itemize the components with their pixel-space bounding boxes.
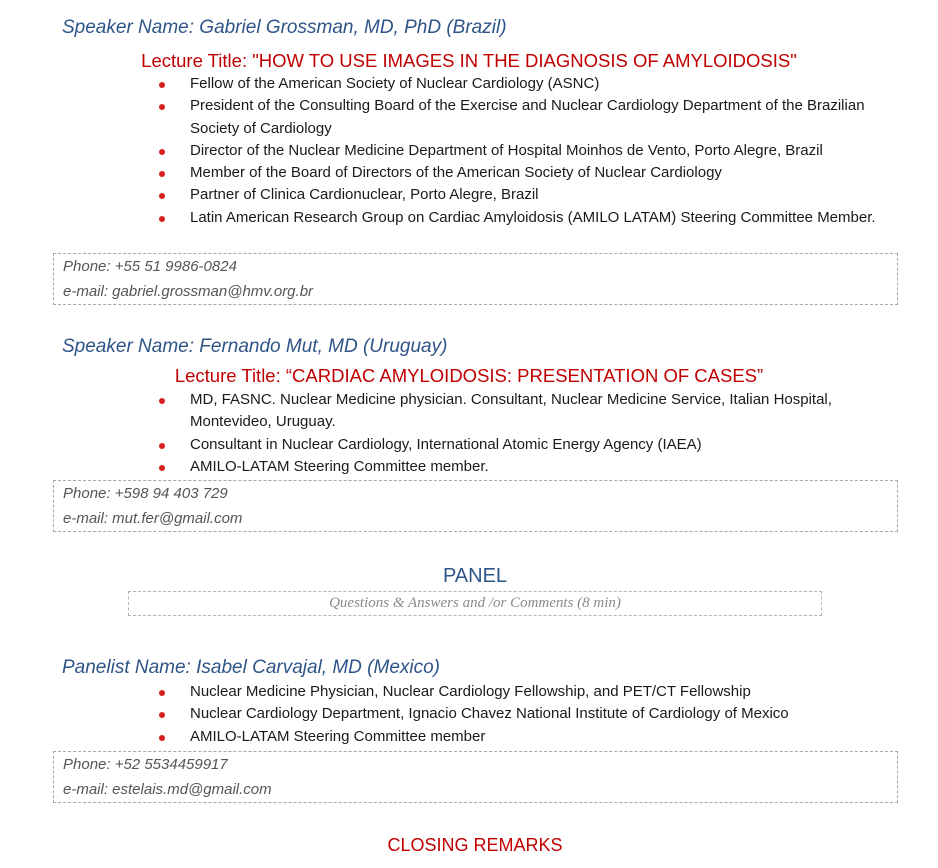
bullet-icon (159, 398, 165, 404)
list-item: AMILO-LATAM Steering Committee member (190, 726, 890, 748)
contact-box (53, 751, 898, 803)
email-text: e-mail: mut.fer@gmail.com (63, 510, 243, 527)
list-item: AMILO-LATAM Steering Committee member. (190, 456, 890, 478)
list-item: Fellow of the American Society of Nuclear Cardiology (ASNC) (190, 73, 890, 95)
bullet-icon (159, 735, 165, 741)
bullet-icon (159, 443, 165, 449)
bullet-icon (159, 465, 165, 471)
speaker-name: Speaker Name: Gabriel Grossman, MD, PhD (Brazil) (62, 17, 507, 38)
bullet-icon (159, 216, 165, 222)
email-text: e-mail: estelais.md@gmail.com (63, 781, 272, 798)
bullet-icon (159, 690, 165, 696)
phone-text: Phone: +598 94 403 729 (63, 485, 228, 502)
list-item: Consultant in Nuclear Cardiology, International Atomic Energy Agency (IAEA) (190, 434, 890, 456)
list-item: President of the Consulting Board of the Exercise and Nuclear Cardiology Department of the Brazilian Society of Cardiology (190, 95, 890, 140)
phone-text: Phone: +52 5534459917 (63, 756, 228, 773)
bullet-icon (159, 712, 165, 718)
bullet-icon (159, 149, 165, 155)
list-item: Member of the Board of Directors of the American Society of Nuclear Cardiology (190, 162, 890, 184)
closing-remarks: CLOSING REMARKS (387, 835, 563, 855)
list-item: MD, FASNC. Nuclear Medicine physician. Consultant, Nuclear Medicine Service, Italian Hospital, Montevideo, Uruguay. (190, 389, 890, 434)
list-item: Nuclear Medicine Physician, Nuclear Cardiology Fellowship, and PET/CT Fellowship (190, 681, 890, 703)
bullet-icon (159, 171, 165, 177)
email-text: e-mail: gabriel.grossman@hmv.org.br (63, 283, 314, 300)
list-item: Latin American Research Group on Cardiac Amyloidosis (AMILO LATAM) Steering Committee Member. (190, 207, 890, 229)
contact-box (53, 480, 898, 532)
phone-text: Phone: +55 51 9986-0824 (63, 258, 237, 275)
list-item: Partner of Clinica Cardionuclear, Porto Alegre, Brazil (190, 184, 890, 206)
bullet-icon (159, 104, 165, 110)
contact-box (53, 253, 898, 305)
panel-subtitle-box (128, 591, 822, 616)
speaker-name: Speaker Name: Fernando Mut, MD (Uruguay) (62, 336, 448, 357)
panel-heading: PANEL (442, 565, 508, 587)
credentials-list (190, 681, 890, 748)
list-item: Nuclear Cardiology Department, Ignacio Chavez National Institute of Cardiology of Mexico (190, 703, 890, 725)
credentials-list (190, 389, 890, 478)
list-item: Director of the Nuclear Medicine Department of Hospital Moinhos de Vento, Porto Alegre, Brazil (190, 140, 890, 162)
bullet-icon (159, 82, 165, 88)
lecture-title: Lecture Title: "HOW TO USE IMAGES IN THE DIAGNOSIS OF AMYLOIDOSIS" (141, 50, 797, 71)
bullet-icon (159, 193, 165, 199)
credentials-list (190, 73, 890, 229)
lecture-title: Lecture Title: “CARDIAC AMYLOIDOSIS: PRESENTATION OF CASES” (174, 365, 764, 386)
panel-subtitle: Questions & Answers and /or Comments (8 min) (329, 595, 621, 611)
panelist-name: Panelist Name: Isabel Carvajal, MD (Mexico) (62, 657, 441, 678)
